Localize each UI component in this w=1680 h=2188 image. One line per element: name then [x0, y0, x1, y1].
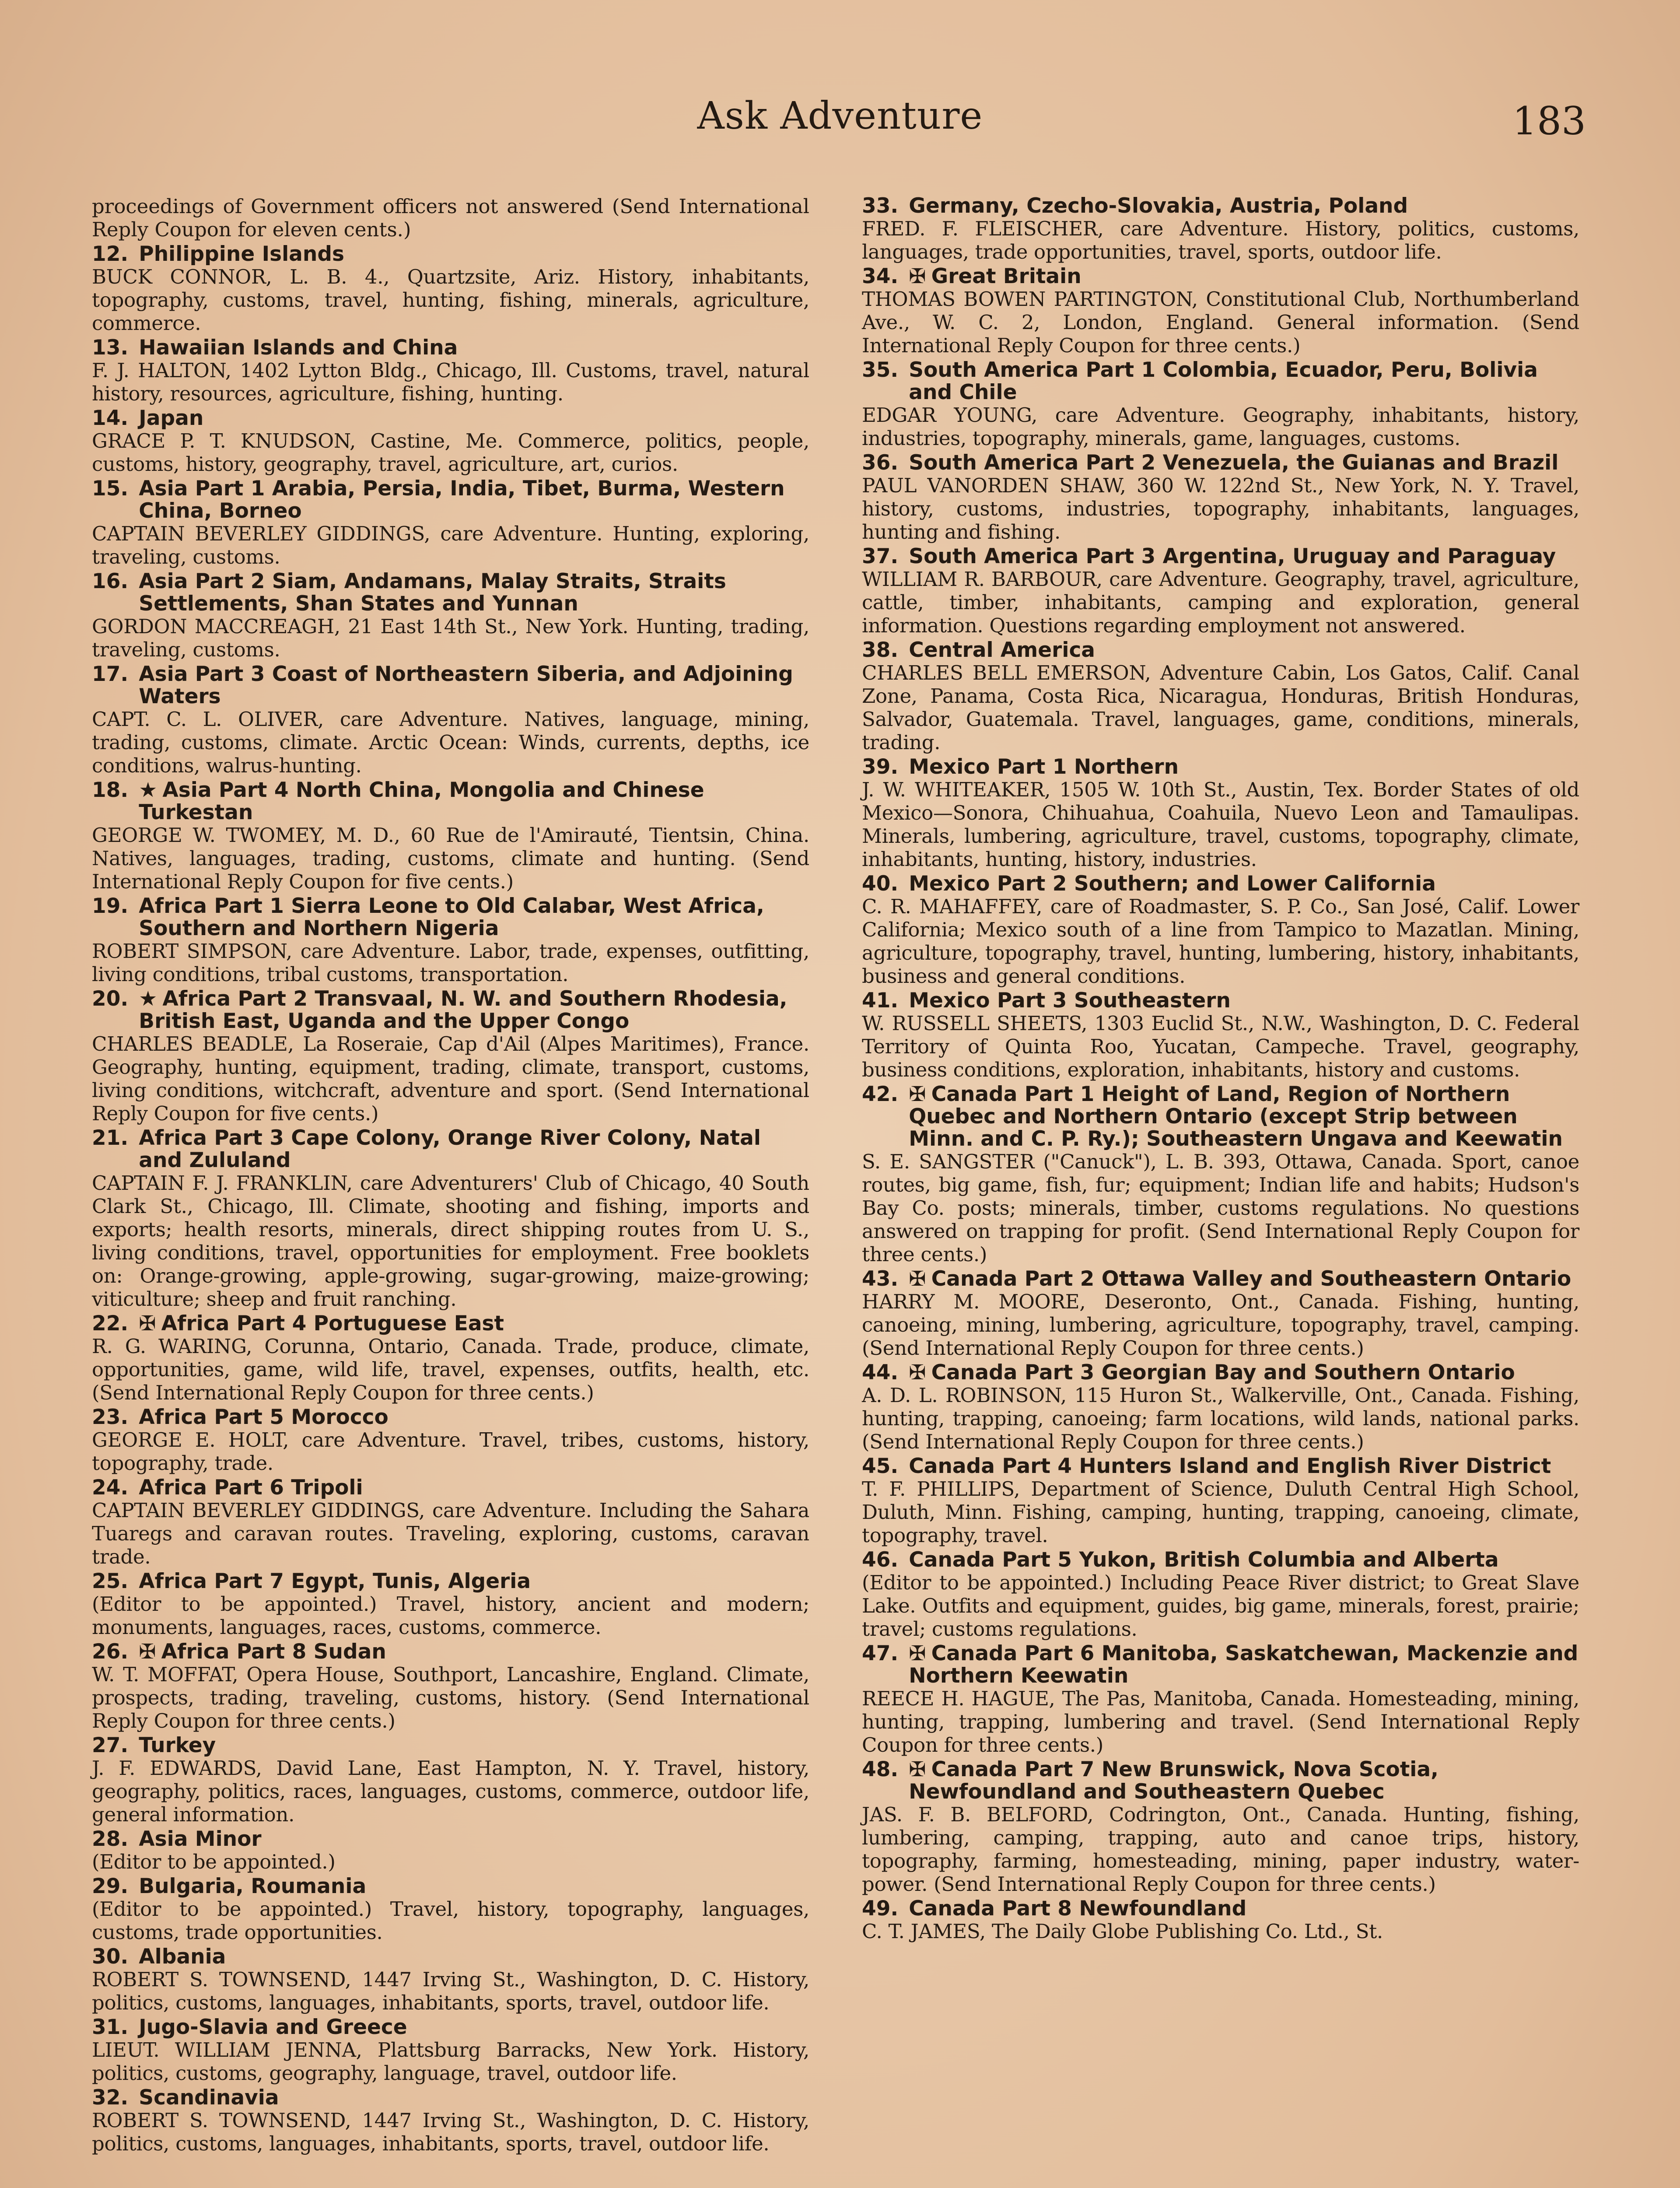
- entry-number: 38.: [862, 638, 899, 662]
- directory-entry: [92, 407, 809, 476]
- entry-number: 14.: [92, 406, 129, 430]
- entry-heading-text: [139, 1875, 809, 1897]
- entry-body: JAS. F. B. BELFORD, Codrington, Ont., Canada. Hunting, fishing, lumbering, camping, trapping, auto and canoe trips, history, topography, farming, homesteading, mining, paper industry, water-power. (Send International Reply Coupon for three cents.): [862, 1803, 1579, 1896]
- entry-number: 18.: [92, 778, 129, 802]
- entry-heading: [862, 1549, 1579, 1571]
- entry-heading: [92, 895, 809, 940]
- entry-title: Mexico Part 3 Southeastern: [909, 989, 1231, 1013]
- entry-heading: [92, 1875, 809, 1897]
- entry-title: Africa Part 4 Portuguese East: [161, 1311, 504, 1336]
- directory-entry: [92, 1476, 809, 1568]
- directory-entry: [92, 1127, 809, 1311]
- entry-heading: [92, 1828, 809, 1850]
- directory-entry: [92, 663, 809, 777]
- star-icon: ★: [139, 778, 158, 802]
- entry-heading-text: [909, 359, 1579, 403]
- entry-heading-text: [909, 545, 1579, 568]
- page-number: 183: [1512, 98, 1586, 144]
- entry-heading-text: [139, 477, 809, 522]
- entry-number: 20.: [92, 987, 129, 1011]
- directory-entry: [862, 452, 1579, 543]
- entry-heading-text: [139, 243, 809, 265]
- entry-body: J. W. WHITEAKER, 1505 W. 10th St., Austin, Tex. Border States of old Mexico—Sonora, Chihuahua, Coahuila, Nuevo Leon and Tamaulipas. Minerals, lumbering, agriculture, travel, customs, topography, climate, inhabitants, hunting, history, industries.: [862, 778, 1579, 871]
- entry-number: 26.: [92, 1640, 129, 1664]
- entry-title: Albania: [139, 1945, 226, 1969]
- entry-title: Asia Part 1 Arabia, Persia, India, Tibet, Burma, Western China, Borneo: [139, 477, 785, 523]
- entry-heading-text: [909, 1083, 1579, 1150]
- directory-entry: [92, 243, 809, 335]
- entry-heading-text: [909, 1758, 1579, 1803]
- directory-entry: [862, 989, 1579, 1081]
- entry-number: 23.: [92, 1405, 129, 1429]
- entry-heading-text: [909, 1455, 1579, 1477]
- entry-body: REECE H. HAGUE, The Pas, Manitoba, Canada. Homesteading, mining, hunting, trapping, lumbering and travel. (Send International Reply Coupon for three cents.): [862, 1687, 1579, 1757]
- entry-number: 19.: [92, 894, 129, 918]
- entry-heading-text: [139, 1406, 809, 1428]
- entry-title: Asia Part 4 North China, Mongolia and Chinese Turkestan: [139, 778, 704, 824]
- entry-heading-text: [909, 756, 1579, 778]
- entry-heading-text: [909, 989, 1579, 1012]
- entry-number: 36.: [862, 451, 899, 475]
- directory-entry: [862, 545, 1579, 637]
- entry-title: Hawaiian Islands and China: [139, 336, 458, 360]
- entry-body: (Editor to be appointed.) Travel, history, ancient and modern; monuments, languages, races, customs, commerce.: [92, 1592, 809, 1639]
- entry-heading: [92, 1946, 809, 1968]
- entry-heading: [92, 2016, 809, 2038]
- directory-entry: [92, 337, 809, 405]
- cross-icon: ✠: [909, 1360, 926, 1385]
- entry-heading-text: [139, 1641, 809, 1663]
- entry-number: 49.: [862, 1897, 899, 1921]
- directory-entry: [862, 1268, 1579, 1360]
- entry-heading-text: [909, 1897, 1579, 1920]
- entry-title: Africa Part 3 Cape Colony, Orange River Colony, Natal and Zululand: [139, 1126, 761, 1172]
- entry-heading: [862, 1083, 1579, 1150]
- directory-entry: [92, 1875, 809, 1944]
- directory-entry: [862, 1549, 1579, 1641]
- entry-heading-text: [139, 1127, 809, 1171]
- entry-number: 41.: [862, 989, 899, 1013]
- cross-icon: ✠: [909, 1757, 926, 1781]
- entry-title: Canada Part 6 Manitoba, Saskatchewan, Mackenzie and Northern Keewatin: [909, 1641, 1578, 1688]
- directory-entry: [862, 265, 1579, 357]
- cross-icon: ✠: [909, 1641, 926, 1666]
- directory-entry: [862, 873, 1579, 988]
- entry-heading-text: [139, 1946, 809, 1968]
- entry-title: Central America: [909, 638, 1096, 662]
- entry-body: WILLIAM R. BARBOUR, care Adventure. Geography, travel, agriculture, cattle, timber, inhabitants, camping and exploration, general information. Questions regarding employment not answered.: [862, 568, 1579, 637]
- entry-body: PAUL VANORDEN SHAW, 360 W. 122nd St., New York, N. Y. Travel, history, customs, industries, topography, inhabitants, languages, hunting and fishing.: [862, 474, 1579, 543]
- entry-heading: [92, 337, 809, 359]
- entry-number: 29.: [92, 1874, 129, 1898]
- entry-title: Germany, Czecho-Slovakia, Austria, Poland: [909, 194, 1408, 218]
- cross-icon: ✠: [139, 1640, 156, 1664]
- entry-body: CHARLES BEADLE, La Roseraie, Cap d'Ail (Alpes Maritimes), France. Geography, hunting, equipment, trading, climate, transport, customs, living conditions, witchcraft, adventure and sport. (Send International Reply Coupon for five cents.): [92, 1032, 809, 1125]
- entry-body: EDGAR YOUNG, care Adventure. Geography, inhabitants, history, industries, topography, minerals, game, languages, customs.: [862, 403, 1579, 450]
- entry-title: Canada Part 5 Yukon, British Columbia and Alberta: [909, 1548, 1499, 1572]
- entry-title: Jugo-Slavia and Greece: [139, 2015, 407, 2039]
- entry-title: Japan: [139, 406, 204, 430]
- entry-title: Mexico Part 1 Northern: [909, 755, 1179, 779]
- entry-title: Africa Part 2 Transvaal, N. W. and Southern Rhodesia, British East, Uganda and the Upper Congo: [139, 987, 788, 1033]
- entry-heading: [92, 477, 809, 522]
- entry-heading-text: [139, 1828, 809, 1850]
- entry-title: Asia Part 2 Siam, Andamans, Malay Straits, Straits Settlements, Shan States and Yunnan: [139, 569, 726, 616]
- entry-number: 15.: [92, 477, 129, 501]
- entry-number: 44.: [862, 1360, 899, 1385]
- entry-body: GRACE P. T. KNUDSON, Castine, Me. Commerce, politics, people, customs, history, geography, travel, agriculture, art, curios.: [92, 429, 809, 476]
- entry-number: 13.: [92, 336, 129, 360]
- continued-paragraph: proceedings of Government officers not answered (Send International Reply Coupon for eleven cents.): [92, 195, 809, 241]
- entry-body: C. T. JAMES, The Daily Globe Publishing Co. Ltd., St.: [862, 1920, 1383, 1943]
- directory-entry: [862, 1758, 1579, 1896]
- entry-heading: [862, 452, 1579, 474]
- directory-entry: [92, 1312, 809, 1404]
- entry-heading: [92, 570, 809, 615]
- entry-body: ROBERT SIMPSON, care Adventure. Labor, trade, expenses, outfitting, living conditions, tribal customs, transportation.: [92, 940, 809, 986]
- entry-number: 47.: [862, 1641, 899, 1666]
- entry-title: Canada Part 4 Hunters Island and English River District: [909, 1454, 1551, 1478]
- entry-heading: [862, 1455, 1579, 1477]
- entry-body: THOMAS BOWEN PARTINGTON, Constitutional Club, Northumberland Ave., W. C. 2, London, England. General information. (Send International Reply Coupon for three cents.): [862, 288, 1579, 357]
- entry-number: 40.: [862, 872, 899, 896]
- entry-body: BUCK CONNOR, L. B. 4., Quartzsite, Ariz. History, inhabitants, topography, customs, travel, hunting, fishing, minerals, agriculture, commerce.: [92, 265, 809, 335]
- entry-number: 25.: [92, 1569, 129, 1593]
- directory-entry: [862, 359, 1579, 450]
- entry-heading-text: [139, 988, 809, 1032]
- entry-number: 48.: [862, 1757, 899, 1781]
- entry-heading: [92, 407, 809, 429]
- entry-title: Africa Part 7 Egypt, Tunis, Algeria: [139, 1569, 531, 1593]
- entry-number: 30.: [92, 1945, 129, 1969]
- entry-body: CAPTAIN F. J. FRANKLIN, care Adventurers' Club of Chicago, 40 South Clark St., Chicago, Ill. Climate, shooting and fishing, imports and exports; health resorts, minerals, direct shipping routes from U. S., living conditions, travel, opportunities for employment. Free booklets on: Orange-growing, apple-growing, sugar-growing, maize-growing; viticulture; sheep and fruit ranching.: [92, 1171, 809, 1311]
- entry-title: Africa Part 1 Sierra Leone to Old Calabar, West Africa, Southern and Northern Nigeria: [139, 894, 764, 940]
- directory-entry: [92, 1641, 809, 1732]
- entry-number: 45.: [862, 1454, 899, 1478]
- entry-heading-text: [909, 1549, 1579, 1571]
- entry-body: J. F. EDWARDS, David Lane, East Hampton, N. Y. Travel, history, geography, politics, races, languages, customs, commerce, outdoor life, general information.: [92, 1757, 809, 1826]
- entry-body: W. RUSSELL SHEETS, 1303 Euclid St., N.W., Washington, D. C. Federal Territory of Quinta Roo, Yucatan, Campeche. Travel, geography, business conditions, exploration, inhabitants, history and customs.: [862, 1012, 1579, 1081]
- entry-title: Africa Part 8 Sudan: [161, 1640, 386, 1664]
- directory-entry: [92, 988, 809, 1125]
- entry-heading: [862, 873, 1579, 895]
- entry-title: Scandinavia: [139, 2086, 279, 2110]
- directory-entry: [92, 779, 809, 893]
- entry-title: South America Part 2 Venezuela, the Guianas and Brazil: [909, 451, 1559, 475]
- entry-title: Asia Part 3 Coast of Northeastern Siberia, and Adjoining Waters: [139, 662, 793, 708]
- entry-heading: [862, 1897, 1579, 1920]
- entry-heading: [92, 779, 809, 824]
- entry-heading-text: [139, 779, 809, 824]
- entry-heading: [92, 1570, 809, 1592]
- entry-heading: [92, 1312, 809, 1335]
- entry-heading-text: [139, 407, 809, 429]
- entry-body: FRED. F. FLEISCHER, care Adventure. History, politics, customs, languages, trade opportunities, travel, sports, outdoor life.: [862, 217, 1579, 263]
- entry-heading: [92, 988, 809, 1032]
- entry-heading-text: [139, 2086, 809, 2109]
- entry-body: (Editor to be appointed.) Travel, history, topography, languages, customs, trade opportunities.: [92, 1897, 809, 1944]
- entry-title: Africa Part 6 Tripoli: [139, 1476, 363, 1500]
- entry-heading-text: [139, 895, 809, 940]
- directory-entry: [92, 1570, 809, 1639]
- entry-number: 35.: [862, 358, 899, 382]
- entry-number: 39.: [862, 755, 899, 779]
- entry-number: 28.: [92, 1827, 129, 1851]
- directory-entry: [92, 1946, 809, 2014]
- entry-number: 16.: [92, 569, 129, 593]
- entry-heading-text: [139, 663, 809, 708]
- entry-heading-text: [909, 195, 1579, 217]
- entry-number: 27.: [92, 1733, 129, 1757]
- entry-title: Bulgaria, Roumania: [139, 1874, 367, 1898]
- entry-heading: [862, 359, 1579, 403]
- entry-heading: [862, 1361, 1579, 1384]
- directory-entry: [862, 756, 1579, 871]
- cross-icon: ✠: [909, 1267, 926, 1291]
- entry-title: Mexico Part 2 Southern; and Lower California: [909, 872, 1436, 896]
- entry-number: 43.: [862, 1267, 899, 1291]
- directory-entry: [862, 1083, 1579, 1266]
- entry-heading: [862, 265, 1579, 288]
- entry-title: Canada Part 8 Newfoundland: [909, 1897, 1247, 1921]
- entry-heading: [862, 989, 1579, 1012]
- entry-heading-text: [139, 1312, 809, 1335]
- cross-icon: ✠: [909, 1082, 926, 1106]
- entry-number: 46.: [862, 1548, 899, 1572]
- right-column: [862, 195, 1579, 1945]
- entry-number: 24.: [92, 1476, 129, 1500]
- entry-heading: [862, 1758, 1579, 1803]
- directory-entry: [92, 2016, 809, 2085]
- directory-entry: [92, 895, 809, 986]
- entry-body: (Editor to be appointed.): [92, 1850, 336, 1873]
- entry-body: HARRY M. MOORE, Deseronto, Ont., Canada. Fishing, hunting, canoeing, mining, lumbering, agriculture, topography, travel, camping. (Send International Reply Coupon for three cents.): [862, 1290, 1579, 1360]
- entry-heading: [862, 639, 1579, 661]
- entry-number: 34.: [862, 264, 899, 288]
- entry-title: South America Part 3 Argentina, Uruguay and Paraguay: [909, 544, 1556, 568]
- entry-body: W. T. MOFFAT, Opera House, Southport, Lancashire, England. Climate, prospects, trading, traveling, customs, history. (Send International Reply Coupon for three cents.): [92, 1663, 809, 1732]
- entry-number: 31.: [92, 2015, 129, 2039]
- entry-heading: [92, 1734, 809, 1757]
- entry-heading-text: [909, 639, 1579, 661]
- entry-number: 37.: [862, 544, 899, 568]
- entry-number: 12.: [92, 242, 129, 266]
- directory-entry: [92, 477, 809, 568]
- entry-heading-text: [909, 265, 1579, 288]
- entry-number: 33.: [862, 194, 899, 218]
- entry-number: 32.: [92, 2086, 129, 2110]
- entry-body: ROBERT S. TOWNSEND, 1447 Irving St., Washington, D. C. History, politics, customs, languages, inhabitants, sports, travel, outdoor life.: [92, 2109, 809, 2155]
- running-head: Ask Adventure: [697, 94, 983, 138]
- entry-title: Great Britain: [931, 264, 1082, 288]
- entry-number: 42.: [862, 1082, 899, 1106]
- entry-body: GORDON MACCREAGH, 21 East 14th St., New York. Hunting, trading, traveling, customs.: [92, 615, 809, 661]
- entry-heading-text: [909, 1642, 1579, 1687]
- entry-body: C. R. MAHAFFEY, care of Roadmaster, S. P. Co., San José, Calif. Lower California; Mexico south of a line from Tampico to Mazatlan. Mining, agriculture, topography, travel, hunting, lumbering, history, inhabitants, business and general conditions.: [862, 895, 1579, 988]
- entry-title: Canada Part 3 Georgian Bay and Southern Ontario: [931, 1360, 1515, 1385]
- entry-heading-text: [139, 1570, 809, 1592]
- directory-entry: [862, 1455, 1579, 1547]
- entry-heading-text: [139, 2016, 809, 2038]
- entry-title: Canada Part 7 New Brunswick, Nova Scotia, Newfoundland and Southeastern Quebec: [909, 1757, 1438, 1804]
- directory-entry: [862, 1642, 1579, 1757]
- entry-body: A. D. L. ROBINSON, 115 Huron St., Walkerville, Ont., Canada. Fishing, hunting, trapping, canoeing; farm locations, wild lands, national parks. (Send International Reply Coupon for three cents.): [862, 1384, 1579, 1453]
- entry-heading: [92, 2086, 809, 2109]
- directory-entry: [92, 1406, 809, 1475]
- entry-body: CAPTAIN BEVERLEY GIDDINGS, care Adventure. Hunting, exploring, traveling, customs.: [92, 522, 809, 568]
- entry-body: (Editor to be appointed.) Including Peace River district; to Great Slave Lake. Outfits and equipment, guides, big game, minerals, forest, prairie; travel; customs regulations.: [862, 1571, 1579, 1641]
- entry-heading-text: [909, 873, 1579, 895]
- entry-title: Turkey: [139, 1733, 216, 1757]
- entry-heading-text: [909, 1268, 1579, 1290]
- entry-body: S. E. SANGSTER ("Canuck"), L. B. 393, Ottawa, Canada. Sport, canoe routes, big game, fish, fur; equipment; Indian life and habits; Hudson's Bay Co. posts; minerals, timber, customs regulations. No questions answered on trapping for profit. (Send International Reply Coupon for three cents.): [862, 1150, 1579, 1266]
- entry-heading: [92, 243, 809, 265]
- entry-title: Canada Part 2 Ottawa Valley and Southeastern Ontario: [931, 1267, 1572, 1291]
- directory-entry: [862, 1897, 1579, 1943]
- directory-entry: [92, 1734, 809, 1826]
- entry-heading: [862, 195, 1579, 217]
- entry-body: GEORGE W. TWOMEY, M. D., 60 Rue de l'Amirauté, Tientsin, China. Natives, languages, trading, customs, climate and hunting. (Send International Reply Coupon for five cents.): [92, 824, 809, 893]
- entry-heading: [862, 545, 1579, 568]
- directory-entry: [862, 195, 1579, 263]
- entry-heading-text: [139, 337, 809, 359]
- entry-body: CHARLES BELL EMERSON, Adventure Cabin, Los Gatos, Calif. Canal Zone, Panama, Costa Rica, Nicaragua, Honduras, British Honduras, Salvador, Guatemala. Travel, languages, game, conditions, minerals, trading.: [862, 661, 1579, 754]
- cross-icon: ✠: [139, 1311, 156, 1336]
- entry-title: Africa Part 5 Morocco: [139, 1405, 388, 1429]
- entry-heading: [92, 663, 809, 708]
- directory-entry: [862, 1361, 1579, 1453]
- entry-heading: [92, 1641, 809, 1663]
- entry-heading-text: [909, 452, 1579, 474]
- entry-heading: [862, 756, 1579, 778]
- entry-heading-text: [139, 1734, 809, 1757]
- entry-body: GEORGE E. HOLT, care Adventure. Travel, tribes, customs, history, topography, trade.: [92, 1428, 809, 1475]
- entry-number: 21.: [92, 1126, 129, 1150]
- entry-title: Canada Part 1 Height of Land, Region of Northern Quebec and Northern Ontario (except Strip between Minn. and C. P. Ry.); Southeastern Ungava and Keewatin: [909, 1082, 1563, 1151]
- entry-body: F. J. HALTON, 1402 Lytton Bldg., Chicago, Ill. Customs, travel, natural history, resources, agriculture, fishing, hunting.: [92, 359, 809, 405]
- entry-number: 17.: [92, 662, 129, 686]
- entry-heading: [92, 1406, 809, 1428]
- entry-heading-text: [909, 1361, 1579, 1384]
- entry-heading-text: [139, 570, 809, 615]
- directory-entry: [92, 2086, 809, 2155]
- entry-heading: [92, 1476, 809, 1499]
- entry-title: South America Part 1 Colombia, Ecuador, Peru, Bolivia and Chile: [909, 358, 1538, 404]
- entry-title: Asia Minor: [139, 1827, 262, 1851]
- entry-body: LIEUT. WILLIAM JENNA, Plattsburg Barracks, New York. History, politics, customs, geography, language, travel, outdoor life.: [92, 2038, 809, 2085]
- entry-heading: [92, 1127, 809, 1171]
- entry-body: R. G. WARING, Corunna, Ontario, Canada. Trade, produce, climate, opportunities, game, wild life, travel, expenses, outfits, health, etc. (Send International Reply Coupon for three cents.): [92, 1335, 809, 1404]
- entry-body: CAPTAIN BEVERLEY GIDDINGS, care Adventure. Including the Sahara Tuaregs and caravan routes. Traveling, exploring, customs, caravan trade.: [92, 1499, 809, 1568]
- directory-columns: [92, 195, 1588, 2188]
- entry-heading: [862, 1268, 1579, 1290]
- star-icon: ★: [139, 987, 158, 1011]
- entry-body: ROBERT S. TOWNSEND, 1447 Irving St., Washington, D. C. History, politics, customs, languages, inhabitants, sports, travel, outdoor life.: [92, 1968, 809, 2014]
- entry-title: Philippine Islands: [139, 242, 344, 266]
- directory-entry: [92, 570, 809, 661]
- left-column: [92, 195, 809, 2157]
- directory-entry: [92, 1828, 809, 1873]
- entry-heading: [862, 1642, 1579, 1687]
- entry-body: CAPT. C. L. OLIVER, care Adventure. Natives, language, mining, trading, customs, climate. Arctic Ocean: Winds, currents, depths, ice conditions, walrus-hunting.: [92, 708, 809, 777]
- entry-number: 22.: [92, 1311, 129, 1336]
- entry-heading-text: [139, 1476, 809, 1499]
- entry-body: T. F. PHILLIPS, Department of Science, Duluth Central High School, Duluth, Minn. Fishing, camping, hunting, trapping, canoeing, climate, topography, travel.: [862, 1477, 1579, 1547]
- directory-entry: [862, 639, 1579, 754]
- cross-icon: ✠: [909, 264, 926, 288]
